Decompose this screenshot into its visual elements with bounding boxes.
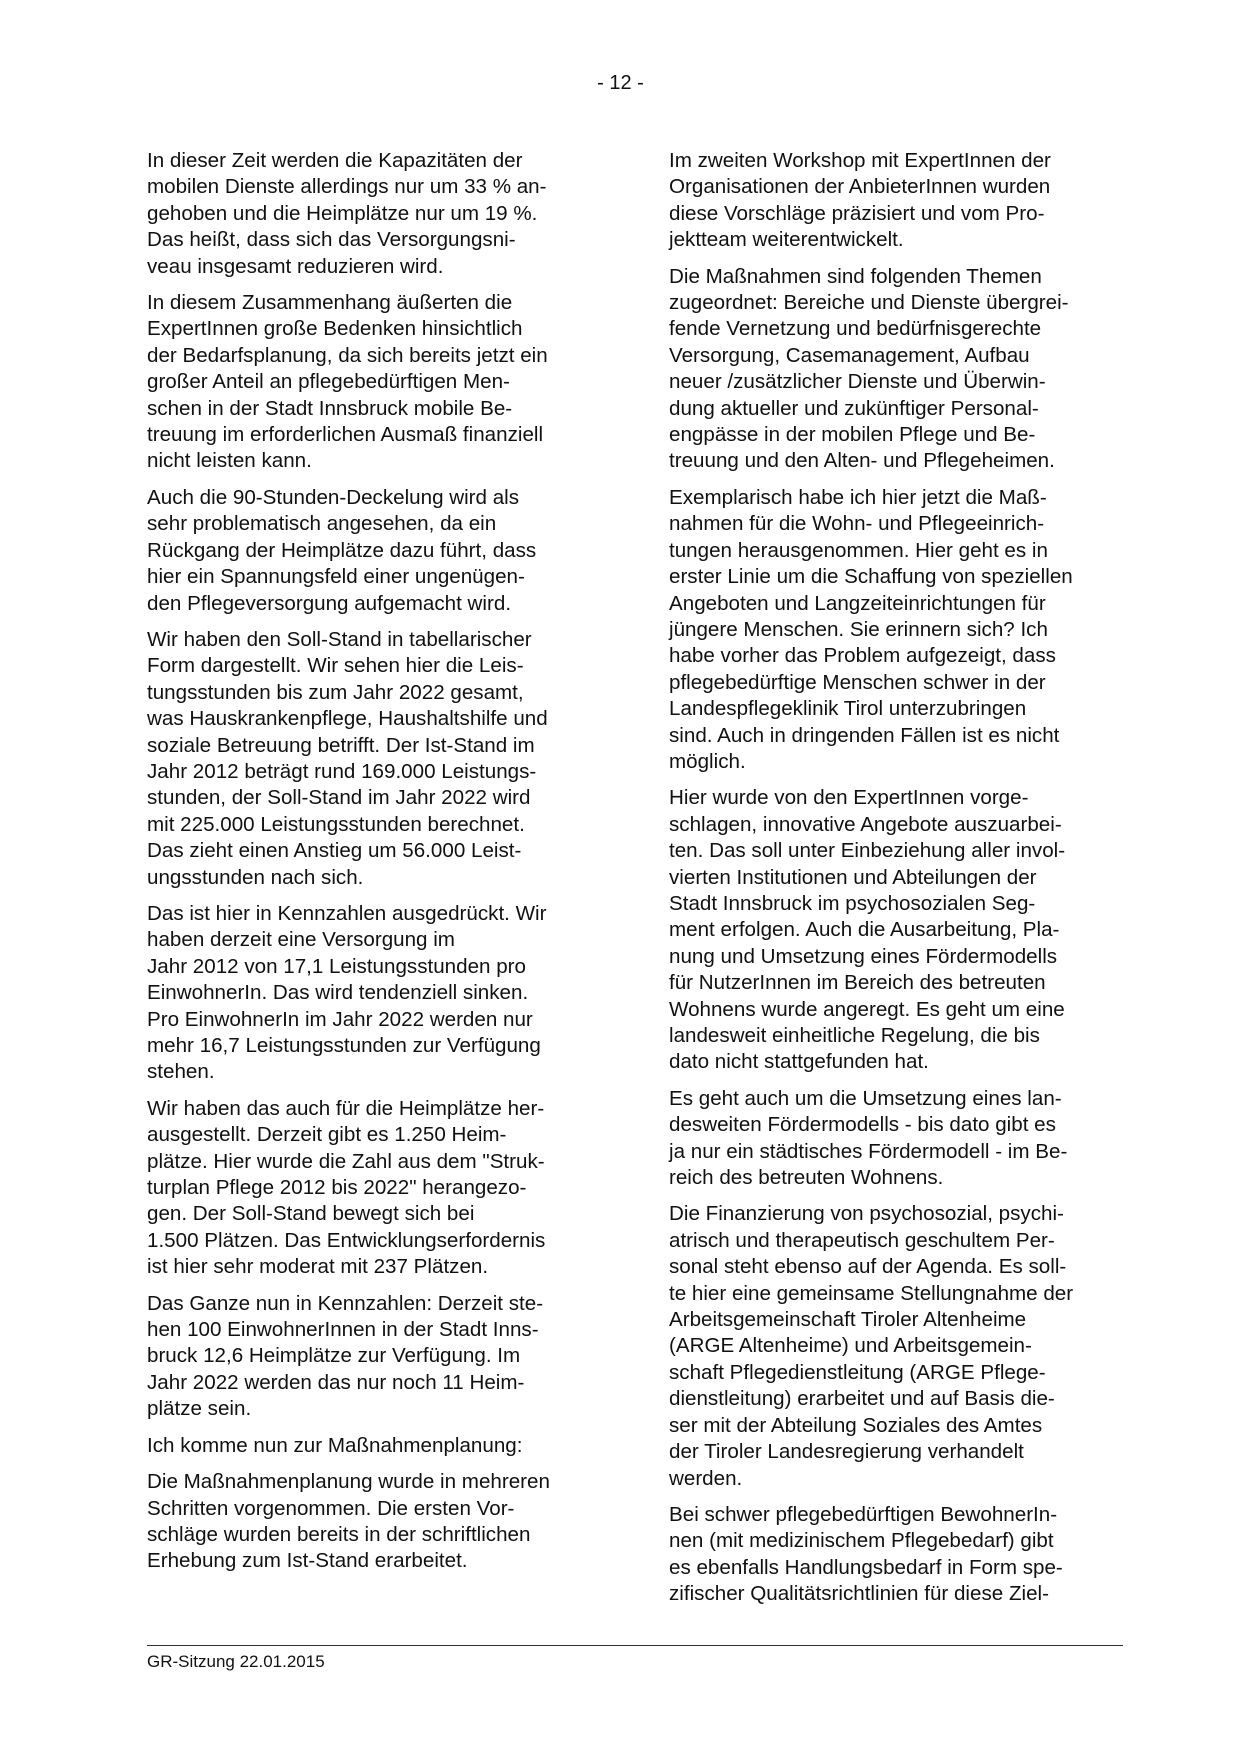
paragraph: Exemplarisch habe ich hier jetzt die Maß- nahmen für die Wohn- und Pflegeeinrich- tungen herausgenommen. Hier geht es in erster Linie um die Schaffung von speziellen Angeboten und Langzeiteinrichtungen für jüngere Menschen. Sie erinnern sich? Ich habe vorher das Problem aufgezeigt, dass pflegebedürftige Menschen schwer in der Landespflegeklinik Tirol unterzubringen sind. Auch in dringenden Fällen ist es nicht möglich. [669,485,1073,773]
paragraph: Die Maßnahmen sind folgenden Themen zugeordnet: Bereiche und Dienste übergrei- fende Vernetzung und bedürfnisgerechte Versorgung, Casemanagement, Aufbau neuer /zusätzlicher Dienste und Überwin- dung aktueller und zukünftiger Personal- engpässe in der mobilen Pflege und Be- treuung und den Alten- und Pflegeheimen. [669,264,1069,473]
footer-divider [147,1645,1123,1646]
paragraph: In dieser Zeit werden die Kapazitäten der mobilen Dienste allerdings nur um 33 % an- gehoben und die Heimplätze nur um 19 %. Das heißt, dass sich das Versorgungsni- veau insgesamt reduzieren wird. [147,149,547,278]
paragraph: Das ist hier in Kennzahlen ausgedrückt. Wir haben derzeit eine Versorgung im Jahr 2012 von 17,1 Leistungsstunden pro EinwohnerIn. Das wird tendenziell sinken. Pro EinwohnerIn im Jahr 2022 werden nur mehr 16,7 Leistungsstunden zur Verfügung stehen. [147,901,547,1084]
paragraph: Bei schwer pflegebedürftigen BewohnerIn- nen (mit medizinischem Pflegebedarf) gibt es ebenfalls Handlungsbedarf in Form spe- zifischer Qualitätsrichtlinien für diese Ziel- [669,1502,1063,1606]
paragraph: Die Finanzierung von psychosozial, psychi- atrisch und therapeutisch geschultem Per- sonal steht ebenso auf der Agenda. Es soll- te hier eine gemeinsame Stellungnahme der Arbeitsgemeinschaft Tiroler Altenheime (ARGE Altenheime) und Arbeitsgemein- schaft Pflegedienstleitung (ARGE Pflege- dienstleitung) erarbeitet und auf Basis die- ser mit der Abteilung Soziales des Amtes der Tiroler Landesregierung verhandelt werden. [669,1202,1074,1490]
paragraph: In diesem Zusammenhang äußerten die ExpertInnen große Bedenken hinsichtlich der Bedarfsplanung, da sich bereits jetzt ein großer Anteil an pflegebedürftigen Men- schen in der Stadt Innsbruck mobile Be- treuung im erforderlichen Ausmaß finanziell nicht leisten kann. [147,291,548,473]
left-column [147,148,604,1585]
paragraph: Hier wurde von den ExpertInnen vorge- schlagen, innovative Angebote auszuarbei- ten. Das soll unter Einbeziehung aller invol- vierten Institutionen und Abteilungen der Stadt Innsbruck im psychosozialen Seg- ment erfolgen. Auch die Ausarbeitung, Pla- nung und Umsetzung eines Fördermodells für NutzerInnen im Bereich des betreuten Wohnens wurde angeregt. Es geht um eine landesweit einheitliche Regelung, die bis dato nicht stattgefunden hat. [669,786,1066,1074]
page-number: - 12 - [597,72,644,94]
paragraph: Wir haben den Soll-Stand in tabellarischer Form dargestellt. Wir sehen hier die Leis- tungsstunden bis zum Jahr 2022 gesamt, was Hauskrankenpflege, Haushaltshilfe und soziale Betreuung betrifft. Der Ist-Stand im Jahr 2012 beträgt rund 169.000 Leistungs- stunden, der Soll-Stand im Jahr 2022 wird mit 225.000 Leistungsstunden berechnet. Das zieht einen Anstieg um 56.000 Leist- ungsstunden nach sich. [147,627,548,889]
footer-session-date: GR-Sitzung 22.01.2015 [147,1652,325,1671]
paragraph: Im zweiten Workshop mit ExpertInnen der Organisationen der AnbieterInnen wurden diese Vorschläge präzisiert und vom Pro- jektteam weiterentwickelt. [669,149,1051,252]
right-column [669,148,1129,1618]
paragraph: Wir haben das auch für die Heimplätze her- ausgestellt. Derzeit gibt es 1.250 Heim- plätze. Hier wurde die Zahl aus dem "Struk- turplan Pflege 2012 bis 2022" herangezo- gen. Der Soll-Stand bewegt sich bei 1.500 Plätzen. Das Entwicklungserfordernis ist hier sehr moderat mit 237 Plätzen. [147,1096,546,1279]
paragraph: Das Ganze nun in Kennzahlen: Derzeit ste- hen 100 EinwohnerInnen in der Stadt Inns- bruck 12,6 Heimplätze zur Verfügung. Im Jahr 2022 werden das nur noch 11 Heim- plätze sein. [147,1291,544,1421]
paragraph: Es geht auch um die Umsetzung eines lan- desweiten Fördermodells - bis dato gibt es ja nur ein städtisches Fördermodell - im Be- reich des betreuten Wohnens. [669,1086,1068,1190]
paragraph: Auch die 90-Stunden-Deckelung wird als sehr problematisch angesehen, da ein Rückgang der Heimplätze dazu führt, dass hier ein Spannungsfeld einer ungenügen- den Pflegeversorgung aufgemacht wird. [147,485,537,615]
paragraph: Die Maßnahmenplanung wurde in mehreren Schritten vorgenommen. Die ersten Vor- schläge wurden bereits in der schriftlichen Erhebung zum Ist-Stand erarbeitet. [147,1470,550,1573]
paragraph: Ich komme nun zur Maßnahmenplanung: [147,1433,523,1457]
